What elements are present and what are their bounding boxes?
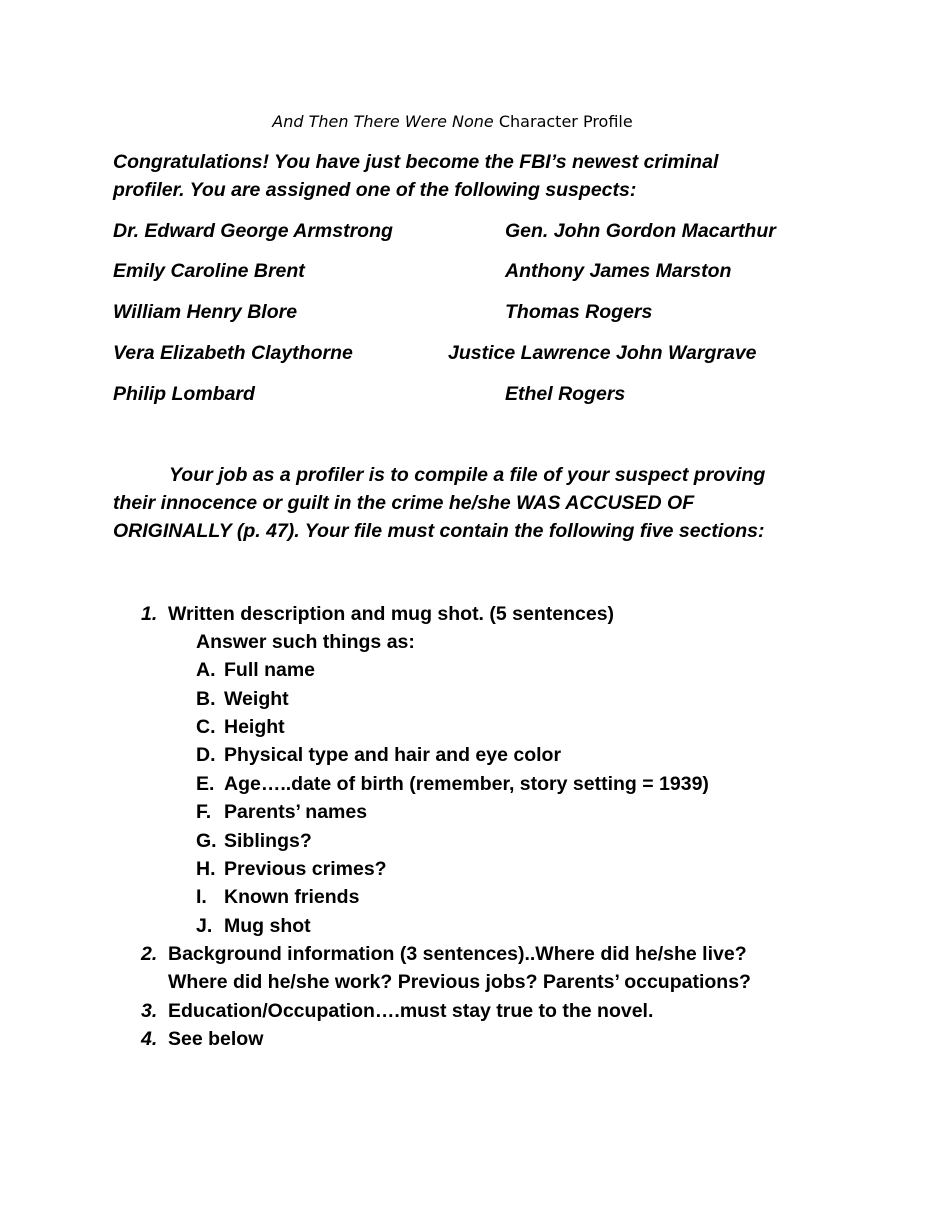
subitem-letter: F. [196, 801, 212, 823]
subitem-text: Weight [224, 688, 289, 710]
subitem-text: Previous crimes? [224, 858, 387, 880]
subitem-text: Siblings? [224, 830, 312, 852]
suspect-right-3: Thomas Rogers [505, 301, 653, 323]
subitem-letter: E. [196, 773, 215, 795]
item-2-line-1: Background information (3 sentences)..Where did he/she live? [168, 943, 747, 965]
item-3-number: 3. [141, 1000, 158, 1022]
subitem-text: Full name [224, 659, 316, 681]
subitem-text: Known friends [224, 886, 360, 908]
suspect-right-1: Gen. John Gordon Macarthur [505, 220, 776, 242]
subitem-letter: A. [196, 659, 216, 681]
intro-line-2: profiler. You are assigned one of the following suspects: [113, 179, 637, 201]
page-title [0, 112, 905, 131]
item-4-text: See below [168, 1028, 264, 1050]
suspect-left-5: Philip Lombard [113, 383, 255, 405]
suspect-right-4: Justice Lawrence John Wargrave [448, 342, 757, 364]
intro-line-1: Congratulations! You have just become the FBI’s newest criminal [113, 151, 719, 173]
item-2-line-2: Where did he/she work? Previous jobs? Parents’ occupations? [168, 971, 751, 993]
suspect-left-1: Dr. Edward George Armstrong [113, 220, 393, 242]
suspect-right-2: Anthony James Marston [505, 260, 732, 282]
suspect-left-2: Emily Caroline Brent [113, 260, 305, 282]
item-4-number: 4. [141, 1028, 158, 1050]
suspect-left-4: Vera Elizabeth Claythorne [113, 342, 353, 364]
subitem-letter: J. [196, 915, 213, 937]
subitem-text: Physical type and hair and eye color [224, 744, 562, 766]
subitem-text: Height [224, 716, 285, 738]
item-2-number: 2. [141, 943, 158, 965]
subitem-letter: C. [196, 716, 216, 738]
item-1-subheading: Answer such things as: [196, 631, 415, 653]
job-line-1: Your job as a profiler is to compile a file of your suspect proving [169, 464, 766, 486]
subitem-letter: H. [196, 858, 216, 880]
subitem-letter: D. [196, 744, 216, 766]
subitem-letter: G. [196, 830, 217, 852]
title-rest: Character Profile [493, 112, 633, 131]
job-line-2: their innocence or guilt in the crime he/she WAS ACCUSED OF [113, 492, 695, 514]
title-novel-name: And Then There Were None [272, 112, 494, 131]
subitem-text: Mug shot [224, 915, 311, 937]
suspect-left-3: William Henry Blore [113, 301, 298, 323]
item-3-text: Education/Occupation….must stay true to the novel. [168, 1000, 654, 1022]
subitem-letter: I. [196, 886, 207, 908]
subitem-letter: B. [196, 688, 216, 710]
job-line-3: ORIGINALLY (p. 47). Your file must contain the following five sections: [113, 520, 765, 542]
suspect-right-5: Ethel Rogers [505, 383, 626, 405]
subitem-text: Parents’ names [224, 801, 368, 823]
item-1-text: Written description and mug shot. (5 sentences) [168, 603, 615, 625]
item-1-number: 1. [141, 603, 158, 625]
subitem-text: Age…..date of birth (remember, story setting = 1939) [224, 773, 709, 795]
